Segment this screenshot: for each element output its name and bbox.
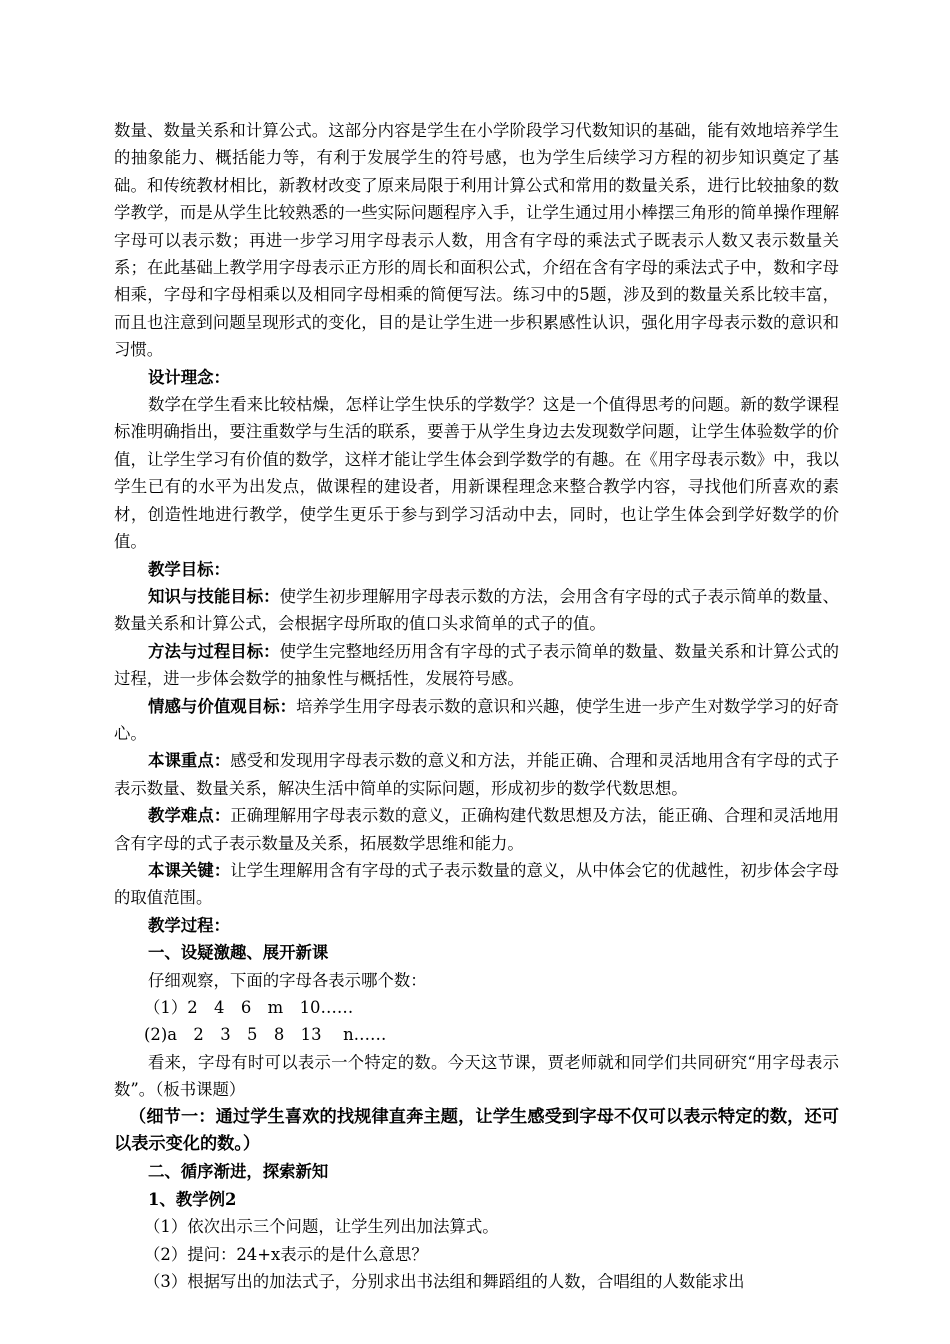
detail-note: （细节一：通过学生喜欢的找规律直奔主题，让学生感受到字母不仅可以表示特定的数，还可以表示变化的数。） [114,1106,839,1155]
section2-heading: 二、循序渐进，探索新知 [148,1162,329,1182]
sequence-2: (2)a 2 3 5 8 13 n…… [144,1025,387,1045]
lesson-key [114,857,839,912]
goal-method-text: 使学生完整地经历用含有字母的式子表示简单的数量、数量关系和计算公式的过程，进一步体会数学的抽象性与概括性，发展符号感。 [114,641,840,689]
key-point-label: 本课重点： [148,751,231,771]
design-heading: 设计理念： [148,367,230,387]
process-heading: 教学过程： [148,915,230,935]
design-paragraph: 数学在学生看来比较枯燥，怎样让学生快乐的学数学？这是一个值得思考的问题。新的数学课程标准明确指出，要注重数学与生活的联系，要善于从学生身边去发现数学问题，让学生体验数学的价值，让学生学习有价值的数学，这样才能让学生体会到学数学的有趣。在《用字母表示数》中，我以学生已有的水平为出发点，做课程的建设者，用新课程理念来整合教学内容，寻找他们所喜欢的素材，创造性地进行教学，使学生更乐于参与到学习活动中去，同时，也让学生体会到学好数学的价值。 [114,395,839,552]
section1-heading: 一、设疑激趣、展开新课 [148,943,329,963]
difficulty [114,802,839,857]
goal-knowledge-label: 知识与技能目标： [148,586,280,606]
intro-paragraph: 数量、数量关系和计算公式。这部分内容是学生在小学阶段学习代数知识的基础，能有效地培养学生的抽象能力、概括能力等，有利于发展学生的符号感，也为学生后续学习方程的初步知识奠定了基础。和传统教材相比，新教材改变了原来局限于利用计算公式和常用的数量关系，进行比较抽象的数学教学，而是从学生比较熟悉的一些实际问题程序入手，让学生通过用小棒摆三角形的简单操作理解字母可以表示数；再进一步学习用字母表示人数，用含有字母的乘法式子既表示人数又表示数量关系；在此基础上教学用字母表示正方形的周长和面积公式，介绍在含有字母的乘法式子中，数和字母相乘，字母和字母相乘以及相同字母相乘的简便写法。练习中的5题，涉及到的数量关系比较丰富，而且也注意到问题呈现形式的变化，目的是让学生进一步积累感性认识，强化用字母表示数的意识和习惯。 [114,121,839,360]
goal-knowledge-text: 使学生初步理解用字母表示数的方法，会用含有字母的式子表示简单的数量、数量关系和计算公式，会根据字母所取的值口头求简单的式子的值。 [114,586,840,634]
step-2: （2）提问：24+x表示的是什么意思？ [144,1244,428,1264]
observe-line: 仔细观察，下面的字母各表示哪个数： [148,970,427,990]
lesson-key-label: 本课关键： [148,860,231,880]
goals-heading: 教学目标： [148,559,230,579]
difficulty-label: 教学难点： [148,806,231,826]
goal-emotion-label: 情感与价值观目标： [148,696,297,716]
document-page [114,117,839,1295]
conclusion-line: 看来，字母有时可以表示一个特定的数。今天这节课，贾老师就和同学们共同研究“用字母表示数”。（板书课题） [114,1052,839,1100]
example-heading: 1、教学例2 [148,1189,237,1209]
goal-method-label: 方法与过程目标： [148,641,280,661]
step-1: （1）依次出示三个问题，让学生列出加法算式。 [144,1217,499,1237]
goal-emotion-text: 培养学生用字母表示数的意识和兴趣，使学生进一步产生对数学学习的好奇心。 [114,696,840,743]
goal-emotion [114,693,839,748]
lesson-key-text: 让学生理解用含有字母的式子表示数量的意义，从中体会它的优越性，初步体会字母的取值范围。 [114,860,840,908]
goal-knowledge [114,583,839,638]
difficulty-text: 正确理解用字母表示数的意义，正确构建代数思想及方法，能正确、合理和灵活地用含有字母的式子表示数量及关系，拓展数学思维和能力。 [114,806,840,853]
goal-method [114,638,839,693]
sequence-1: （1）2 4 6 m 10…… [144,998,354,1017]
step-3: （3）根据写出的加法式子，分别求出书法组和舞蹈组的人数，合唱组的人数能求出 [144,1272,745,1292]
key-point [114,747,839,802]
key-point-text: 感受和发现用字母表示数的意义和方法，并能正确、合理和灵活地用含有字母的式子表示数量、数量关系，解决生活中简单的实际问题，形成初步的数学代数思想。 [114,751,840,798]
